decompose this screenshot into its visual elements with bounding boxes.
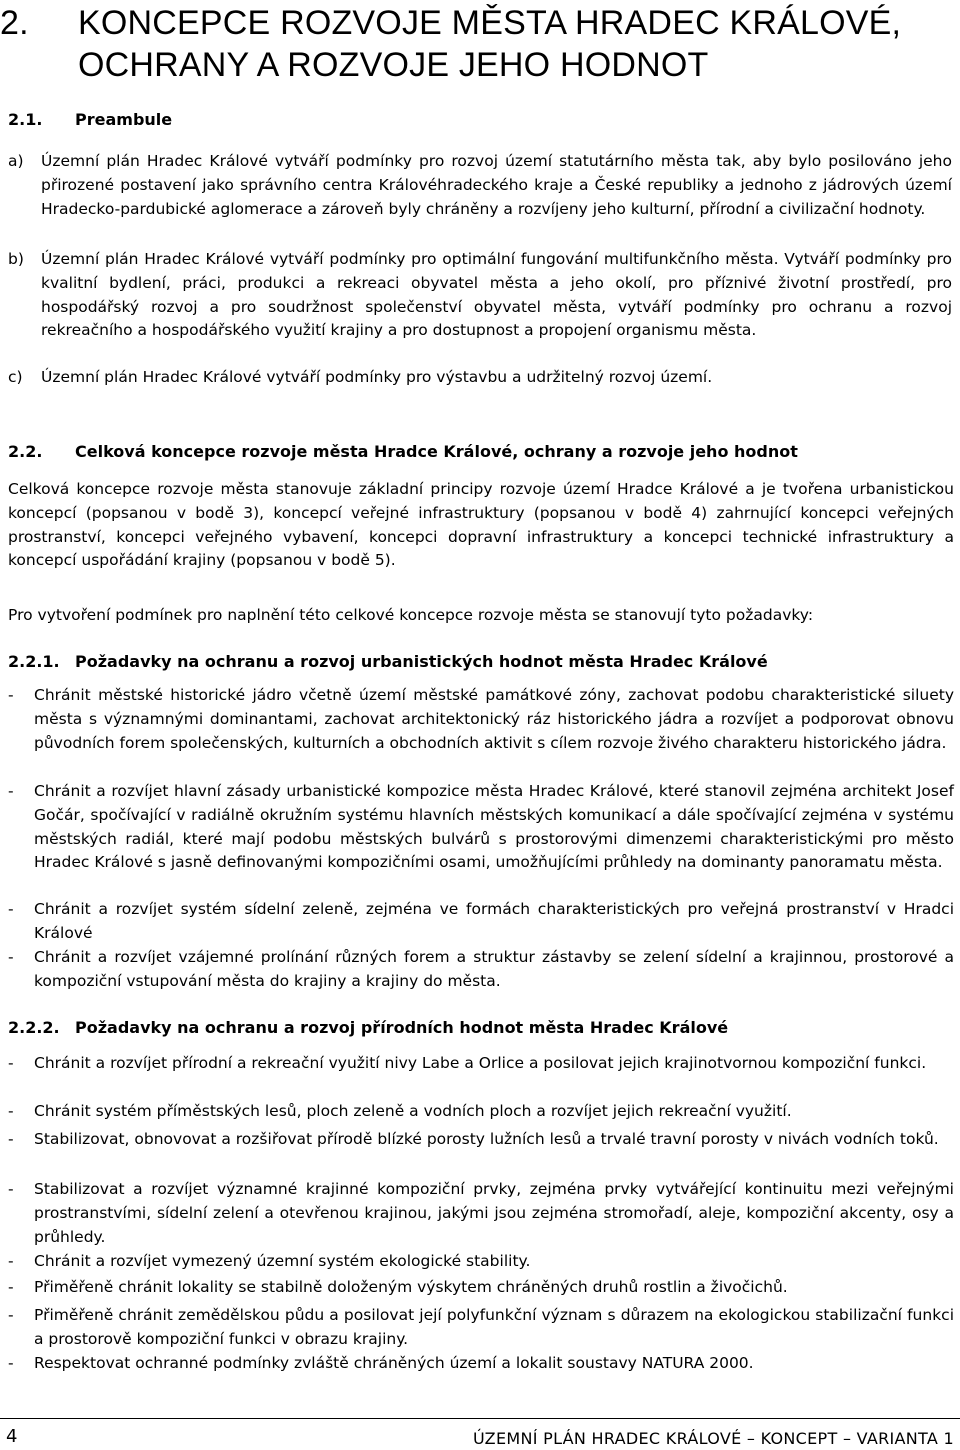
section-title: Preambule xyxy=(75,110,173,129)
item-label: b) xyxy=(8,250,24,268)
list-item: - Respektovat ochranné podmínky zvláště chráněných území a lokalit soustavy NATURA 2000. xyxy=(8,1352,954,1376)
list-item-text: Chránit a rozvíjet vzájemné prolínání různých forem a struktur zástavby se zelení sídelní a krajinnou, prostorové a kompoziční vstupování města do krajiny a krajiny do města. xyxy=(34,948,954,990)
list-item-text: Přiměřeně chránit lokality se stabilně doloženým výskytem chráněných druhů rostlin a živočichů. xyxy=(34,1278,788,1296)
list-item: - Chránit systém příměstských lesů, ploch zeleně a vodních ploch a rozvíjet jejich rekreační využití. xyxy=(8,1100,954,1124)
section-title: Požadavky na ochranu a rozvoj urbanistických hodnot města Hradec Králové xyxy=(75,652,768,671)
item-text: Územní plán Hradec Králové vytváří podmínky pro výstavbu a udržitelný rozvoj území. xyxy=(41,368,713,386)
section-number: 2.1. xyxy=(8,110,43,129)
list-item: - Chránit a rozvíjet vymezený územní systém ekologické stability. xyxy=(8,1250,954,1274)
list-item-text: Chránit městské historické jádro včetně území městské památkové zóny, zachovat podobu charakteristické siluety města s významnými dominantami, zachovat architektonický ráz historického jádra a rozvíjet a podporovat obnovu původních forem společenských, kulturních a obchodních aktivit s cílem rozvoje živého charakteru historického jádra. xyxy=(34,686,954,752)
section-title: Požadavky na ochranu a rozvoj přírodních hodnot města Hradec Králové xyxy=(75,1018,729,1037)
list-item: - Přiměřeně chránit zemědělskou půdu a posilovat její polyfunkční význam s důrazem na ekologickou stabilizační funkci a prostorově kompoziční funkci v obrazu krajiny. xyxy=(8,1304,954,1352)
list-item: - Chránit a rozvíjet vzájemné prolínání různých forem a struktur zástavby se zelení sídelní a krajinnou, prostorové a kompoziční vstupování města do krajiny a krajiny do města. xyxy=(8,946,954,994)
list-item-text: Chránit a rozvíjet systém sídelní zeleně, zejména ve formách charakteristických pro veřejná prostranství v Hradci Králové xyxy=(34,900,954,942)
list-item-text: Chránit systém příměstských lesů, ploch zeleně a vodních ploch a rozvíjet jejich rekreační využití. xyxy=(34,1102,792,1120)
requirements-intro: Pro vytvoření podmínek pro naplnění této celkové koncepce rozvoje města se stanovují tyto požadavky: xyxy=(8,606,814,624)
preamble-item-b xyxy=(8,248,952,343)
list-item: - Stabilizovat a rozvíjet významné krajinné kompoziční prvky, zejména prvky vytvářející kontinuitu mezi veřejnými prostranstvími, sídelní zelení a otevřenou krajinou, jakými jsou zejména stromořadí, aleje, kompoziční akcenty, osy a průhledy. xyxy=(8,1178,954,1249)
item-text: Územní plán Hradec Králové vytváří podmínky pro optimální fungování multifunkčního města. Vytváří podmínky pro kvalitní bydlení, práci, produkci a rekreaci obyvatel města a jeho okolí, pro příznivé životní prostředí, pro hospodářský rozvoj a pro soudržnost společenství obyvatel města, vytváří podmínky pro ochranu a rozvoj rekreačního a hospodářského využití krajiny a pro dostupnost a propojení organismu města. xyxy=(41,250,952,340)
section-title: Celková koncepce rozvoje města Hradce Králové, ochrany a rozvoje jeho hodnot xyxy=(75,442,798,461)
concept-paragraph: Celková koncepce rozvoje města stanovuje základní principy rozvoje území Hradce Králové a je tvořena urbanistickou koncepcí (popsanou v bodě 3), koncepcí veřejné infrastruktury (popsanou v bodě 4) zahrnující koncepci veřejných prostranství, koncepci veřejného vybavení, koncepci dopravní infrastruktury a koncepci technické infrastruktury a koncepcí uspořádání krajiny (popsanou v bodě 5). xyxy=(8,480,954,570)
chapter-title-line1: KONCEPCE ROZVOJE MĚSTA HRADEC KRÁLOVÉ, xyxy=(78,4,902,42)
item-text: Územní plán Hradec Králové vytváří podmínky pro rozvoj území statutárního města tak, aby bylo posilováno jeho přirozené postavení jako správního centra Královéhradeckého kraje a České republiky a jednoho z jádrových území Hradecko-pardubické aglomerace a zároveň byly chráněny a rozvíjeny jeho kulturní, přírodní a civilizační hodnoty. xyxy=(41,152,952,218)
list-item-text: Přiměřeně chránit zemědělskou půdu a posilovat její polyfunkční význam s důrazem na ekologickou stabilizační funkci a prostorově kompoziční funkci v obrazu krajiny. xyxy=(34,1306,954,1348)
chapter-number: 2. xyxy=(0,4,29,42)
list-item: - Chránit a rozvíjet systém sídelní zeleně, zejména ve formách charakteristických pro veřejná prostranství v Hradci Králové xyxy=(8,898,954,946)
preamble-item-a xyxy=(8,150,952,221)
footer-divider xyxy=(0,1418,960,1419)
item-label: a) xyxy=(8,152,24,170)
list-item-text: Chránit a rozvíjet hlavní zásady urbanistické kompozice města Hradec Králové, které stanovil zejména architekt Josef Gočár, spočívající v radiálně okružním systému hlavních městských komunikací a dále spočívající zejména v systému městských radiál, které mají podobu městských bulvárů s prostorovými dimenzemi charakteristickými pro město Hradec Králové s jasně definovanými kompozičními osami, umožňujícími průhledy na dominanty panoramatu města. xyxy=(34,782,954,872)
list-item: - Chránit a rozvíjet přírodní a rekreační využití nivy Labe a Orlice a posilovat jejich krajinotvornou kompoziční funkci. xyxy=(8,1052,954,1076)
list-item-text: Stabilizovat a rozvíjet významné krajinné kompoziční prvky, zejména prvky vytvářející kontinuitu mezi veřejnými prostranstvími, sídelní zelení a otevřenou krajinou, jakými jsou zejména stromořadí, aleje, kompoziční akcenty, osy a průhledy. xyxy=(34,1180,954,1246)
list-item-text: Chránit a rozvíjet vymezený územní systém ekologické stability. xyxy=(34,1252,531,1270)
preamble-item-c xyxy=(8,366,952,390)
list-item-text: Stabilizovat, obnovovat a rozšiřovat přírodě blízké porosty lužních lesů a trvalé travní porosty v nivách vodních toků. xyxy=(34,1130,939,1148)
list-item: - Chránit městské historické jádro včetně území městské památkové zóny, zachovat podobu charakteristické siluety města s významnými dominantami, zachovat architektonický ráz historického jádra a rozvíjet a podporovat obnovu původních forem společenských, kulturních a obchodních aktivit s cílem rozvoje živého charakteru historického jádra. xyxy=(8,684,954,755)
list-item: - Stabilizovat, obnovovat a rozšiřovat přírodě blízké porosty lužních lesů a trvalé travní porosty v nivách vodních toků. xyxy=(8,1128,954,1152)
list-item-text: Chránit a rozvíjet přírodní a rekreační využití nivy Labe a Orlice a posilovat jejich krajinotvornou kompoziční funkci. xyxy=(34,1054,927,1072)
footer-title: ÚZEMNÍ PLÁN HRADEC KRÁLOVÉ – KONCEPT – VARIANTA 1 xyxy=(472,1429,954,1448)
chapter-title-line2: OCHRANY A ROZVOJE JEHO HODNOT xyxy=(78,46,709,84)
page-number: 4 xyxy=(6,1426,18,1447)
section-number: 2.2.2. xyxy=(8,1018,60,1037)
section-number: 2.2.1. xyxy=(8,652,60,671)
item-label: c) xyxy=(8,368,23,386)
list-item: - Přiměřeně chránit lokality se stabilně doloženým výskytem chráněných druhů rostlin a živočichů. xyxy=(8,1276,954,1300)
list-item: - Chránit a rozvíjet hlavní zásady urbanistické kompozice města Hradec Králové, které stanovil zejména architekt Josef Gočár, spočívající v radiálně okružním systému hlavních městských komunikací a dále spočívající zejména v systému městských radiál, které mají podobu městských bulvárů s prostorovými dimenzemi charakteristickými pro město Hradec Králové s jasně definovanými kompozičními osami, umožňujícími průhledy na dominanty panoramatu města. xyxy=(8,780,954,875)
section-number: 2.2. xyxy=(8,442,43,461)
list-item-text: Respektovat ochranné podmínky zvláště chráněných území a lokalit soustavy NATURA 2000. xyxy=(34,1354,754,1372)
